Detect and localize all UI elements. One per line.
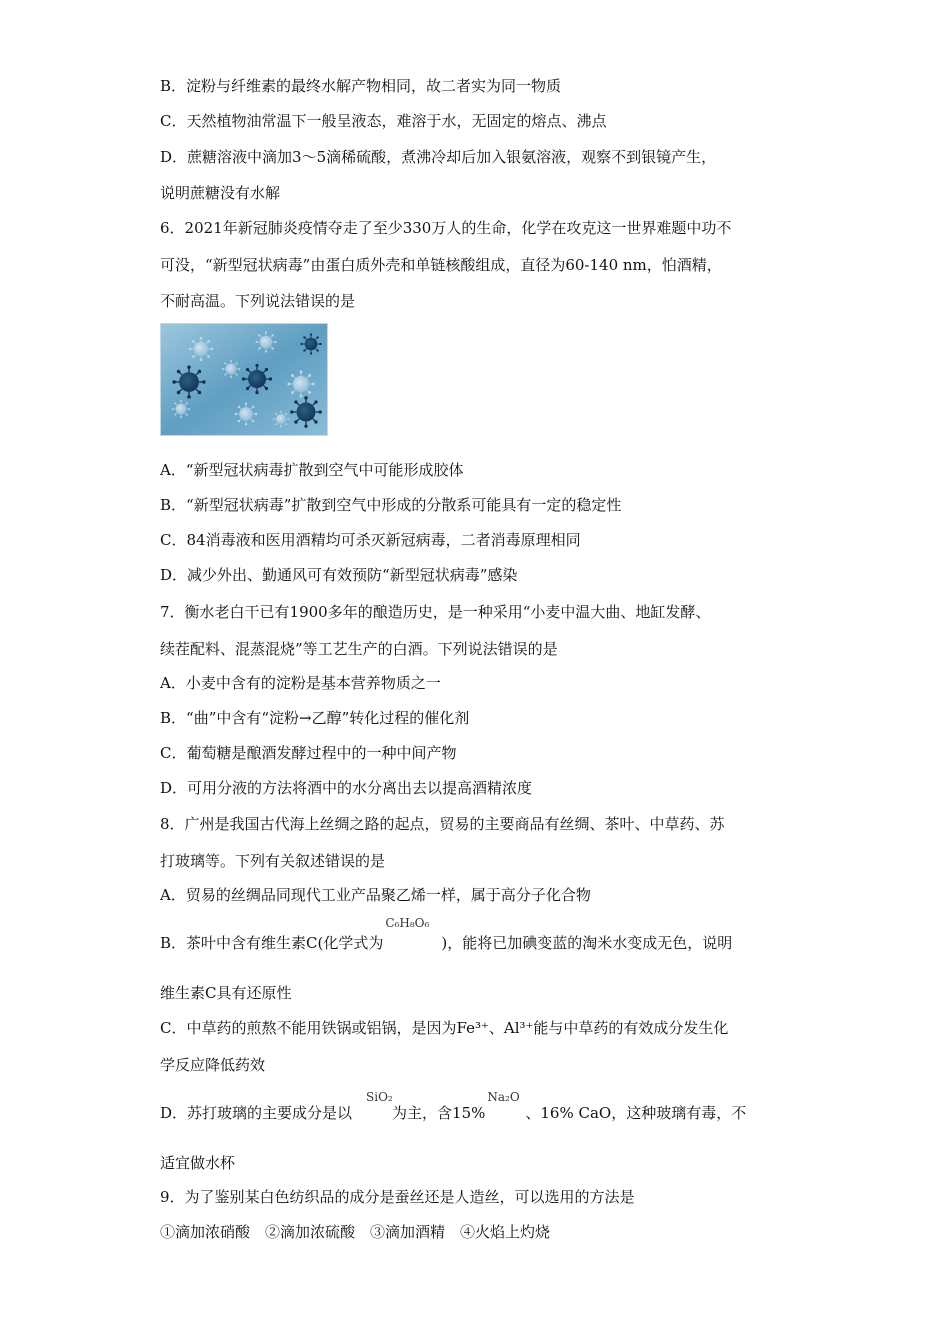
q8-option-d-pre: D．苏打玻璃的主要成分是以 bbox=[160, 1104, 353, 1122]
q5-option-b: B．淀粉与纤维素的最终水解产物相同，故二者实为同一物质 bbox=[160, 77, 562, 95]
sio2-formula-text: SiO₂ bbox=[366, 1090, 393, 1104]
sio2-formula bbox=[352, 1090, 393, 1123]
vitamin-c-formula bbox=[383, 916, 441, 953]
q9-methods: ①滴加浓硝酸 ②滴加浓硫酸 ③滴加酒精 ④火焰上灼烧 bbox=[160, 1223, 551, 1241]
q6-option-a: A．“新型冠状病毒扩散到空气中可能形成胶体 bbox=[160, 461, 464, 479]
q8-option-b-line1 bbox=[160, 916, 733, 953]
q6-option-b: B．“新型冠状病毒”扩散到空气中形成的分散系可能具有一定的稳定性 bbox=[160, 496, 622, 514]
q8-option-d-mid: 为主，含15% bbox=[392, 1104, 486, 1122]
q7-stem-line2: 续茬配料、混蒸混烧”等工艺生产的白酒。下列说法错误的是 bbox=[160, 640, 558, 658]
q6-option-d: D．减少外出、勤通风可有效预防“新型冠状病毒”感染 bbox=[160, 566, 518, 584]
q8-option-c-line2: 学反应降低药效 bbox=[160, 1056, 266, 1074]
q8-option-b-post: )，能将已加碘变蓝的淘米水变成无色，说明 bbox=[441, 934, 733, 952]
q5-option-c: C．天然植物油常温下一般呈液态，难溶于水，无固定的熔点、沸点 bbox=[160, 112, 607, 130]
q6-option-c: C．84消毒液和医用酒精均可杀灭新冠病毒，二者消毒原理相同 bbox=[160, 531, 581, 549]
q5-option-d-line1: D．蔗糖溶液中滴加3～5滴稀硫酸，煮沸冷却后加入银氨溶液，观察不到银镜产生， bbox=[160, 148, 717, 166]
q8-option-d-line2: 适宜做水杯 bbox=[160, 1154, 236, 1172]
q7-option-c: C．葡萄糖是酿酒发酵过程中的一种中间产物 bbox=[160, 744, 457, 762]
q8-option-b-pre: B．茶叶中含有维生素C(化学式为 bbox=[160, 934, 384, 952]
q7-option-a: A．小麦中含有的淀粉是基本营养物质之一 bbox=[160, 674, 441, 692]
q8-option-d-post: 、16% CaO，这种玻璃有毒，不 bbox=[525, 1104, 747, 1122]
q6-stem-line1: 6．2021年新冠肺炎疫情夺走了至少330万人的生命，化学在攻克这一世界难题中功不 bbox=[160, 219, 732, 237]
virus-illustration bbox=[160, 323, 328, 436]
q8-stem-line2: 打玻璃等。下列有关叙述错误的是 bbox=[160, 852, 386, 870]
q8-option-b-line2: 维生素C具有还原性 bbox=[160, 984, 292, 1002]
q8-option-a: A．贸易的丝绸品同现代工业产品聚乙烯一样，属于高分子化合物 bbox=[160, 886, 591, 904]
q8-stem-line1: 8．广州是我国古代海上丝绸之路的起点，贸易的主要商品有丝绸、茶叶、中草药、苏 bbox=[160, 815, 725, 833]
vitamin-c-formula-text: C₆H₈O₆ bbox=[385, 916, 430, 930]
na2o-formula bbox=[485, 1090, 525, 1123]
q7-stem-line1: 7．衡水老白干已有1900多年的酿造历史，是一种采用“小麦中温大曲、地缸发酵、 bbox=[160, 603, 711, 621]
q8-option-d-line1 bbox=[160, 1090, 747, 1123]
q9-stem: 9．为了鉴别某白色纺织品的成分是蚕丝还是人造丝，可以选用的方法是 bbox=[160, 1188, 635, 1206]
q7-option-d: D．可用分液的方法将酒中的水分离出去以提高酒精浓度 bbox=[160, 779, 533, 797]
q6-stem-line3: 不耐高温。下列说法错误的是 bbox=[160, 292, 356, 310]
na2o-formula-text: Na₂O bbox=[487, 1090, 520, 1104]
q8-option-c-line1: C．中草药的煎熬不能用铁锅或铝锅，是因为Fe³⁺、Al³⁺能与中草药的有效成分发生化 bbox=[160, 1019, 729, 1037]
q7-option-b: B．“曲”中含有“淀粉→乙醇”转化过程的催化剂 bbox=[160, 709, 470, 727]
q5-option-d-line2: 说明蔗糖没有水解 bbox=[160, 184, 281, 202]
q6-stem-line2: 可没，“新型冠状病毒”由蛋白质外壳和单链核酸组成，直径为60-140 nm，怕酒精， bbox=[160, 256, 722, 274]
